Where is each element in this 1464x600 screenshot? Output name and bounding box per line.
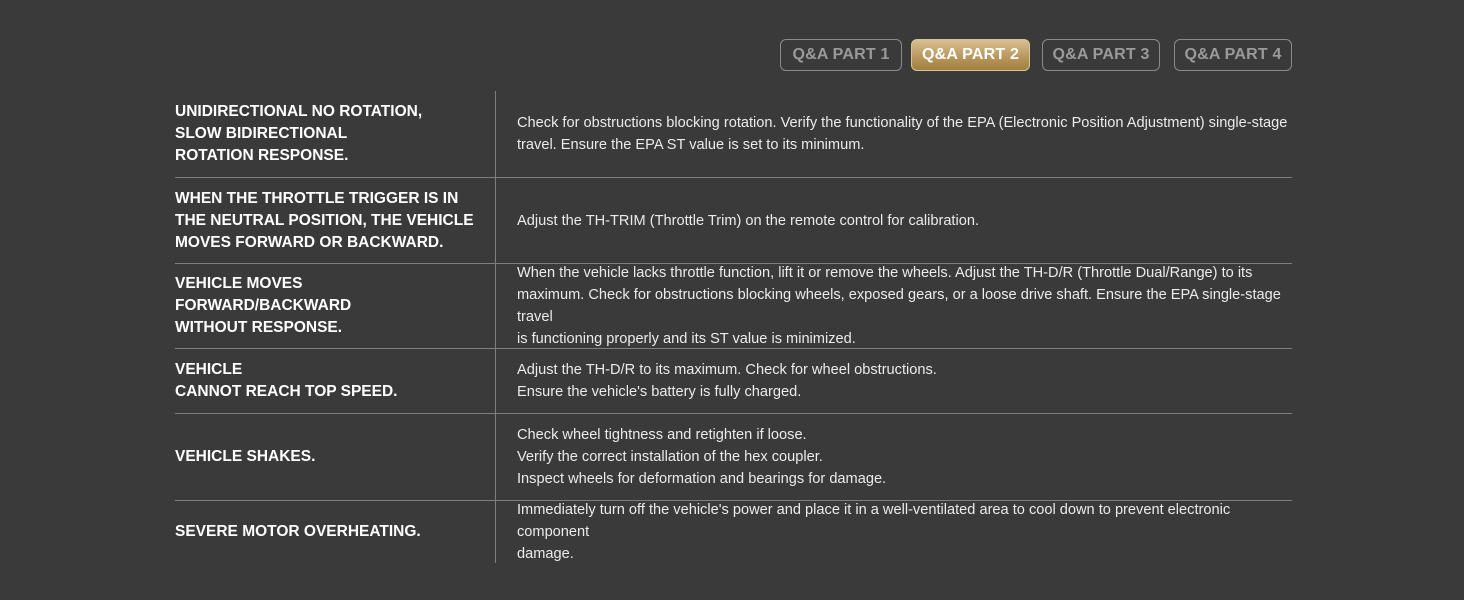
answer-cell <box>496 414 1292 500</box>
qa-row <box>175 501 1292 563</box>
question-text: VEHICLE SHAKES. <box>175 448 316 465</box>
answer-text: Adjust the TH-D/R to its maximum. Check for wheel obstructions. Ensure the vehicle's battery is fully charged. <box>517 362 937 400</box>
question-text: WHEN THE THROTTLE TRIGGER IS IN THE NEUTRAL POSITION, THE VEHICLE MOVES FORWARD OR BACKWARD. <box>175 189 474 251</box>
answer-text: When the vehicle lacks throttle function, lift it or remove the wheels. Adjust the TH-D/R (Throttle Dual/Range) to its maximum. Check for obstructions blocking wheels, exposed gears, or a loose drive shaft. Ensure the EPA single-stage travel is functioning properly and its ST value is minimized. <box>517 265 1281 347</box>
answer-cell <box>496 178 1292 263</box>
answer-cell <box>496 91 1292 177</box>
qa-row <box>175 178 1292 264</box>
tab-qa-part-3[interactable]: Q&A PART 3 <box>1042 39 1160 71</box>
answer-text: Adjust the TH-TRIM (Throttle Trim) on the remote control for calibration. <box>517 212 980 229</box>
question-text: SEVERE MOTOR OVERHEATING. <box>175 523 421 540</box>
answer-cell <box>496 501 1292 563</box>
question-cell <box>175 501 496 563</box>
question-cell <box>175 349 496 413</box>
qa-tab-bar <box>780 39 1292 71</box>
question-text: UNIDIRECTIONAL NO ROTATION, SLOW BIDIRECTIONAL ROTATION RESPONSE. <box>175 103 423 164</box>
tab-qa-part-1[interactable]: Q&A PART 1 <box>780 39 902 71</box>
qa-row <box>175 414 1292 501</box>
qa-row <box>175 264 1292 349</box>
answer-cell <box>496 349 1292 413</box>
answer-text: Check for obstructions blocking rotation. Verify the functionality of the EPA (Electronic Position Adjustment) single-stage travel. Ensure the EPA ST value is set to its minimum. <box>517 115 1288 153</box>
answer-text: Check wheel tightness and retighten if loose. Verify the correct installation of the hex coupler. Inspect wheels for deformation and bearings for damage. <box>517 427 887 487</box>
question-cell <box>175 264 496 348</box>
qa-table <box>175 91 1292 563</box>
question-cell <box>175 414 496 500</box>
question-cell <box>175 178 496 263</box>
tab-qa-part-4[interactable]: Q&A PART 4 <box>1174 39 1292 71</box>
qa-row <box>175 91 1292 178</box>
question-text: VEHICLE CANNOT REACH TOP SPEED. <box>175 361 398 400</box>
answer-cell <box>496 264 1292 348</box>
question-cell <box>175 91 496 177</box>
answer-text: Immediately turn off the vehicle's power and place it in a well-ventilated area to cool down to prevent electronic component damage. <box>517 502 1231 562</box>
qa-row <box>175 349 1292 414</box>
tab-qa-part-2[interactable]: Q&A PART 2 <box>911 39 1030 71</box>
question-text: VEHICLE MOVES FORWARD/BACKWARD WITHOUT RESPONSE. <box>175 275 352 336</box>
